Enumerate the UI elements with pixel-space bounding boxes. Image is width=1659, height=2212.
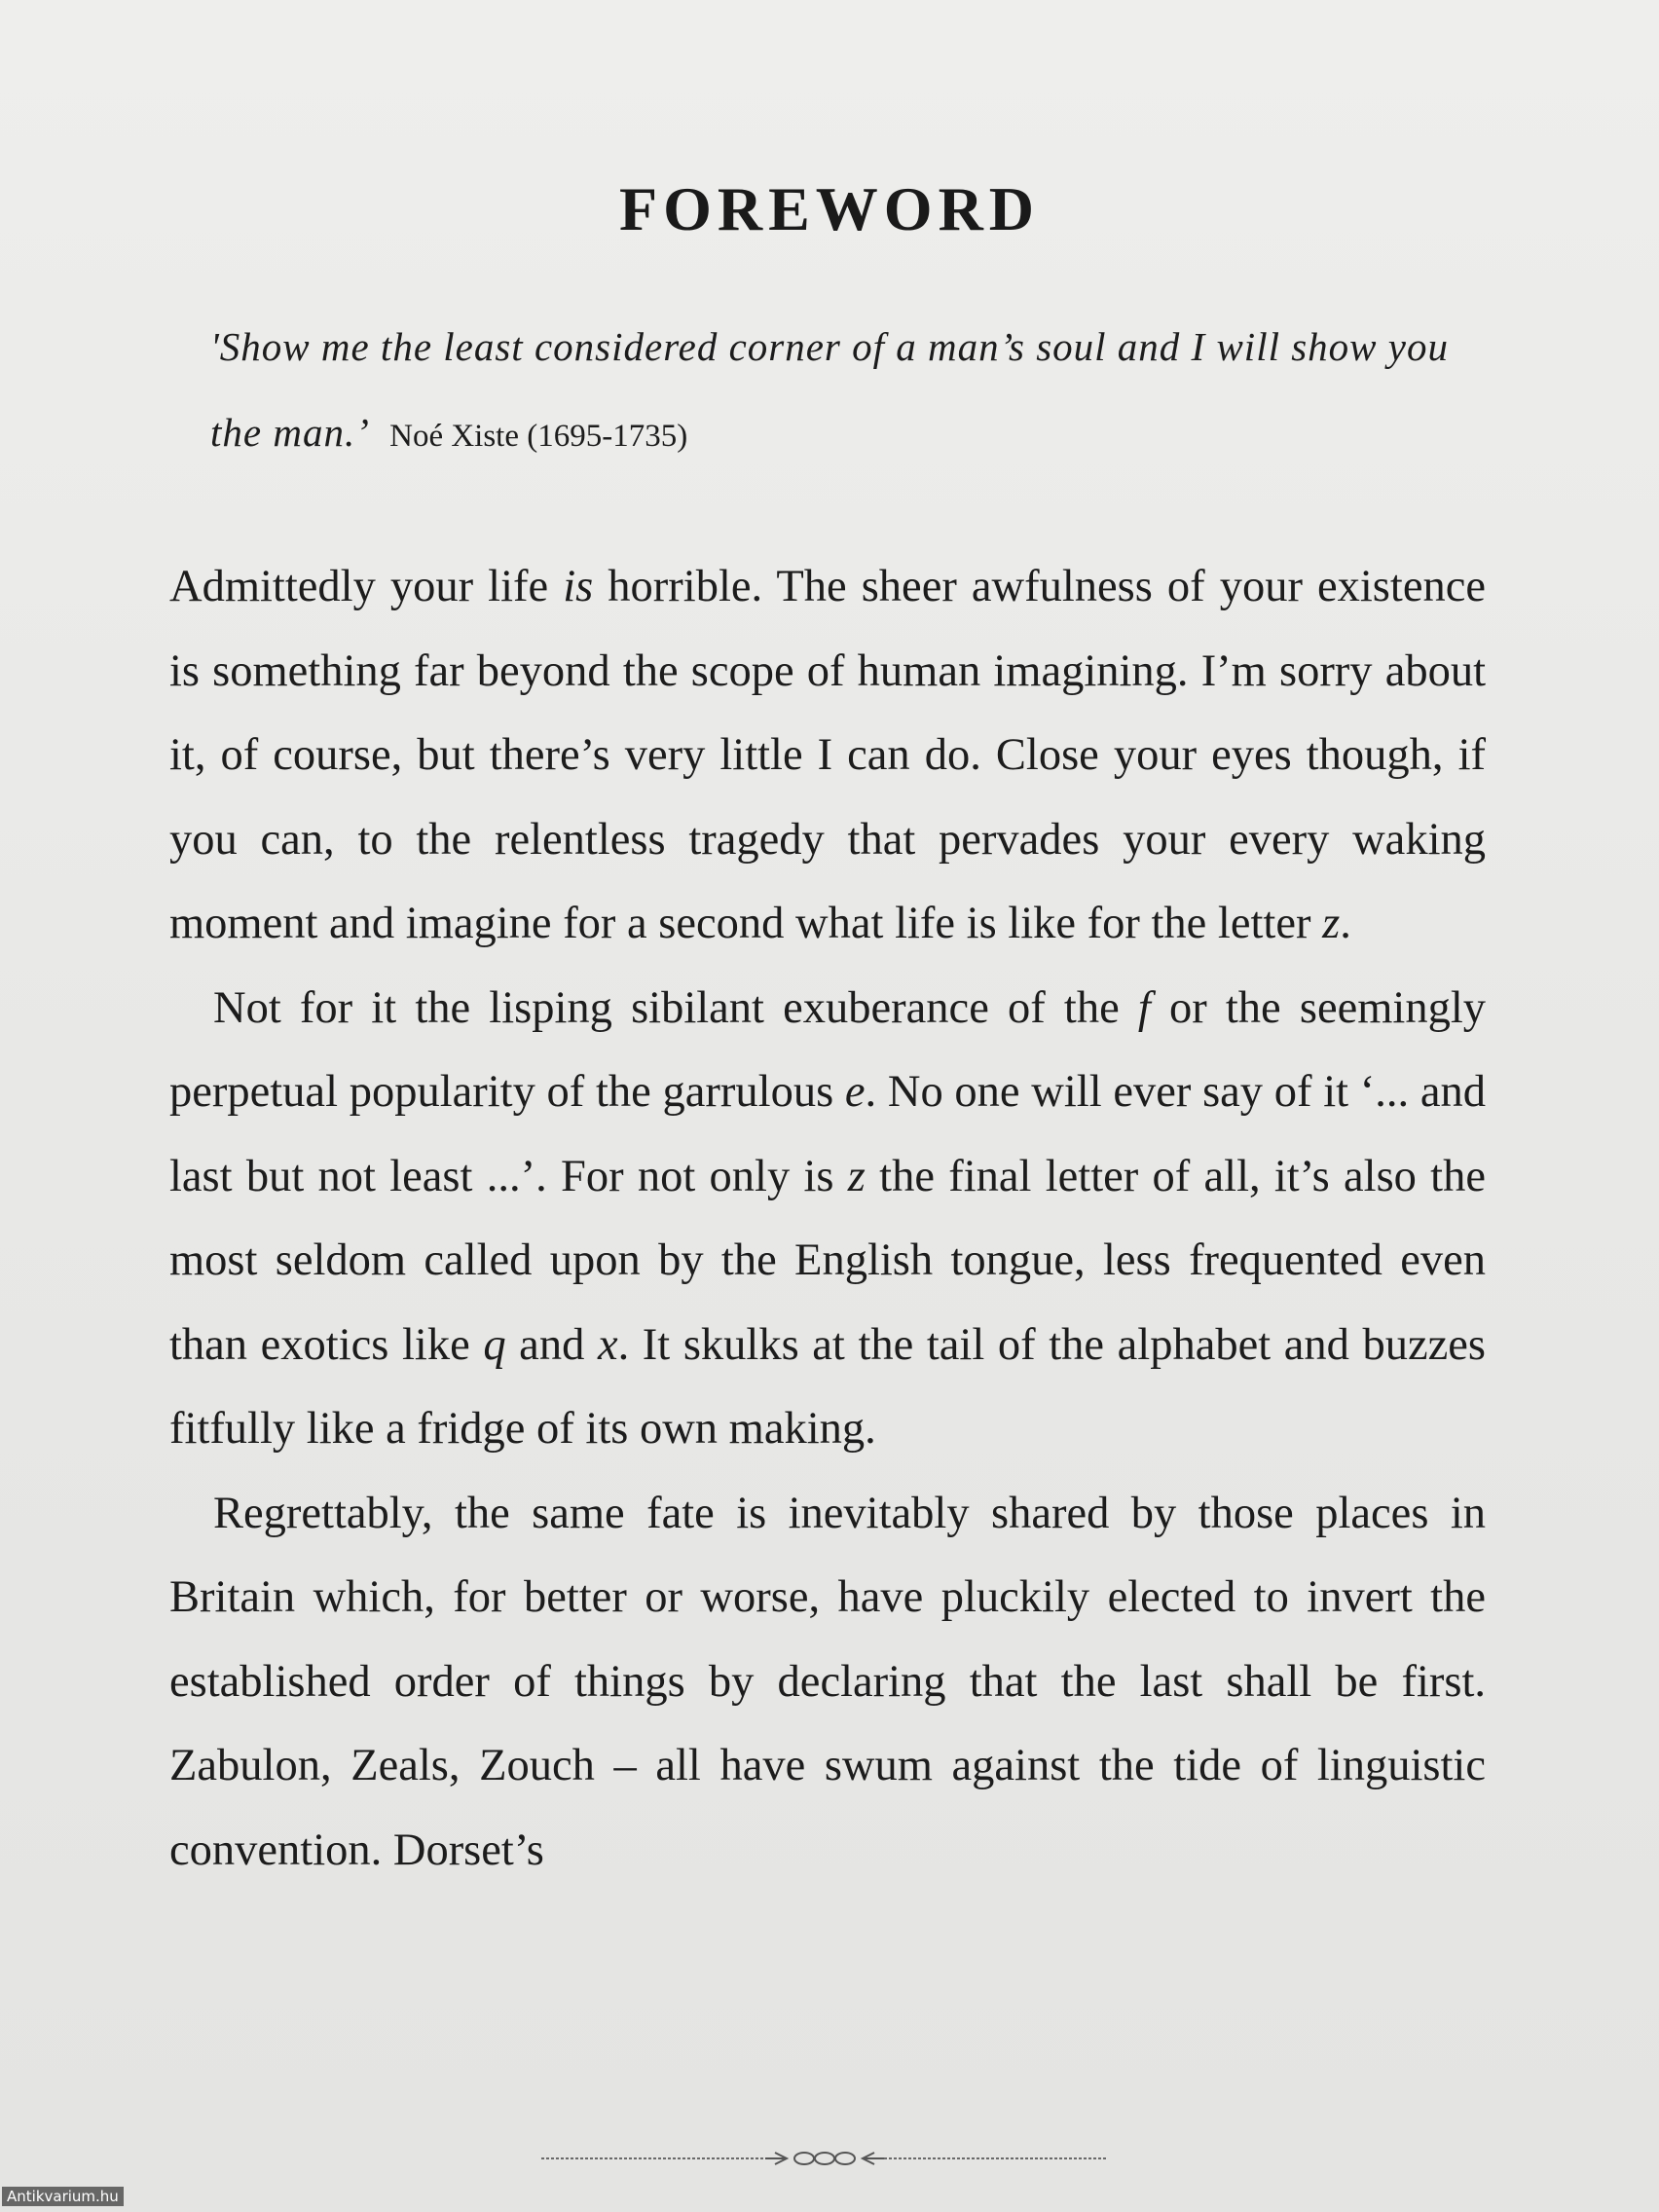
text-run: Not for it the lisping sibilant exuberance of the xyxy=(213,982,1138,1033)
paragraph-2 xyxy=(169,967,1486,1472)
text-run: Admittedly your life xyxy=(169,562,564,611)
paragraph-3: Regrettably, the same fate is inevitably shared by those places in Britain which, for better or worse, have pluckily elected to invert the established order of things by declaring that the last shall be first. Zabulon, Zeals, Zouch – all have swum against the tide of linguistic convention. Dorset’s xyxy=(169,1488,1486,1875)
epigraph-author: Noé Xiste (1695-1735) xyxy=(389,419,688,454)
paragraph-1 xyxy=(169,545,1486,967)
text-run: . xyxy=(1340,899,1351,948)
epigraph xyxy=(210,304,1476,479)
text-run: . It skulks at the tail of the alphabet and buzzes fitfully like a fridge of its own making. xyxy=(169,1319,1487,1454)
italic-run: f xyxy=(1137,982,1151,1033)
italic-run: z xyxy=(847,1151,866,1201)
watermark-label: Antikvarium.hu xyxy=(2,2187,124,2206)
text-run: . No one will ever say of it ‘... and last but not least ...’. For not only is xyxy=(169,1067,1486,1201)
italic-run: e xyxy=(844,1067,866,1117)
page-ornament xyxy=(541,2147,1108,2170)
italic-run: is xyxy=(563,562,594,611)
italic-run: q xyxy=(483,1319,506,1370)
text-run: the final letter of all, it’s also the most seldom called upon by the English tongue, less frequented even than exotics like xyxy=(169,1151,1486,1370)
text-run: and xyxy=(505,1319,598,1370)
body-text xyxy=(169,545,1486,1893)
epigraph-quote: 'Show me the least considered corner of a man’s soul and I will show you the man.’ xyxy=(210,324,1449,455)
chapter-title: FOREWORD xyxy=(619,174,1040,243)
text-run: horrible. The sheer awfulness of your existence is something far beyond the scope of human imagining. I’m sorry about it, of course, but there’s very little I can do. Close your eyes though, if you can, to the relentless tragedy that pervades your every waking moment and imagine for a second what life is like for the letter xyxy=(169,562,1486,948)
text-run: or the seemingly perpetual popularity of the garrulous xyxy=(169,982,1486,1117)
italic-run: z xyxy=(1322,899,1341,948)
italic-run: x xyxy=(597,1319,618,1370)
